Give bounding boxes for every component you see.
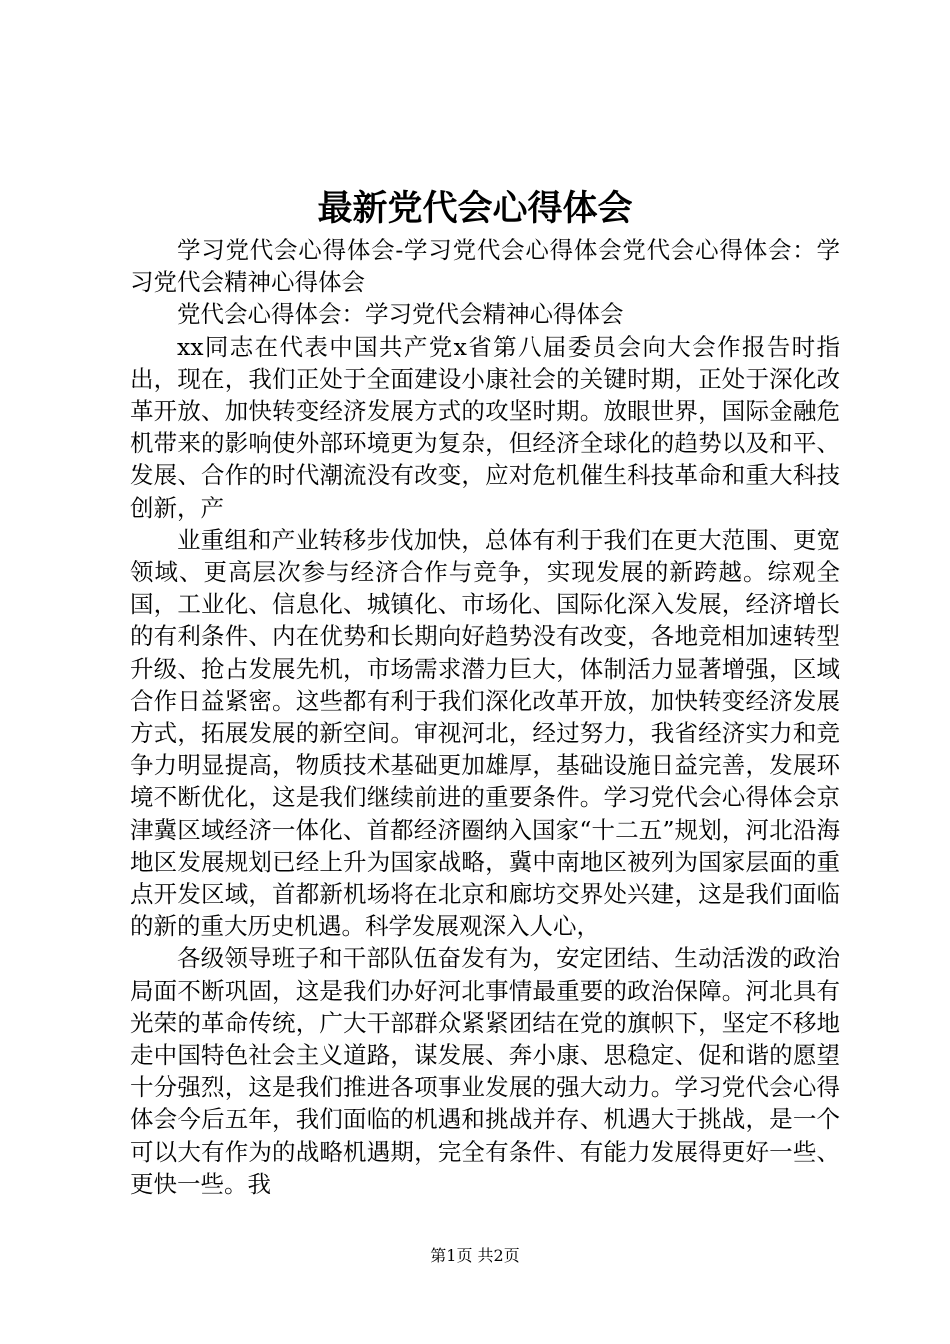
paragraph: 学习党代会心得体会-学习党代会心得体会党代会心得体会：学习党代会精神心得体会 xyxy=(130,236,840,297)
document-title: 最新党代会心得体会 xyxy=(317,188,633,229)
paragraph: xx同志在代表中国共产党x省第八届委员会向大会作报告时指出，现在，我们正处于全面建设小康社会的关键时期，正处于深化改革开放、加快转变经济发展方式的攻坚时期。放眼世界，国际金融危机带来的影响使外部环境更为复杂，但经济全球化的趋势以及和平、发展、合作的时代潮流没有改变，应对危机催生科技革命和重大科技创新，产 xyxy=(130,332,840,522)
paragraph: 各级领导班子和干部队伍奋发有为，安定团结、生动活泼的政治局面不断巩固，这是我们办好河北事情最重要的政治保障。河北具有光荣的革命传统，广大干部群众紧紧团结在党的旗帜下，坚定不移地走中国特色社会主义道路，谋发展、奔小康、思稳定、促和谐的愿望十分强烈，这是我们推进各项事业发展的强大动力。学习党代会心得体会今后五年，我们面临的机遇和挑战并存、机遇大于挑战，是一个可以大有作为的战略机遇期，完全有条件、有能力发展得更好一些、更快一些。我 xyxy=(130,944,840,1198)
paragraph: 党代会心得体会：学习党代会精神心得体会 xyxy=(177,300,624,329)
paragraph: 业重组和产业转移步伐加快，总体有利于我们在更大范围、更宽领域、更高层次参与经济合作与竞争，实现发展的新跨越。综观全国，工业化、信息化、城镇化、市场化、国际化深入发展，经济增长的有利条件、内在优势和长期向好趋势没有改变，各地竞相加速转型升级、抢占发展先机，市场需求潜力巨大，体制活力显著增强，区域合作日益紧密。这些都有利于我们深化改革开放，加快转变经济发展方式，拓展发展的新空间。审视河北，经过努力，我省经济实力和竞争力明显提高，物质技术基础更加雄厚，基础设施日益完善，发展环境不断优化，这是我们继续前进的重要条件。学习党代会心得体会京津冀区域经济一体化、首都经济圈纳入国家“十二五”规划，河北沿海地区发展规划已经上升为国家战略，冀中南地区被列为国家层面的重点开发区域，首都新机场将在北京和廊坊交界处兴建，这是我们面临的新的重大历史机遇。科学发展观深入人心， xyxy=(130,525,840,941)
document-body xyxy=(130,234,840,1200)
page-number-footer: 第1页 共2页 xyxy=(430,1246,520,1265)
